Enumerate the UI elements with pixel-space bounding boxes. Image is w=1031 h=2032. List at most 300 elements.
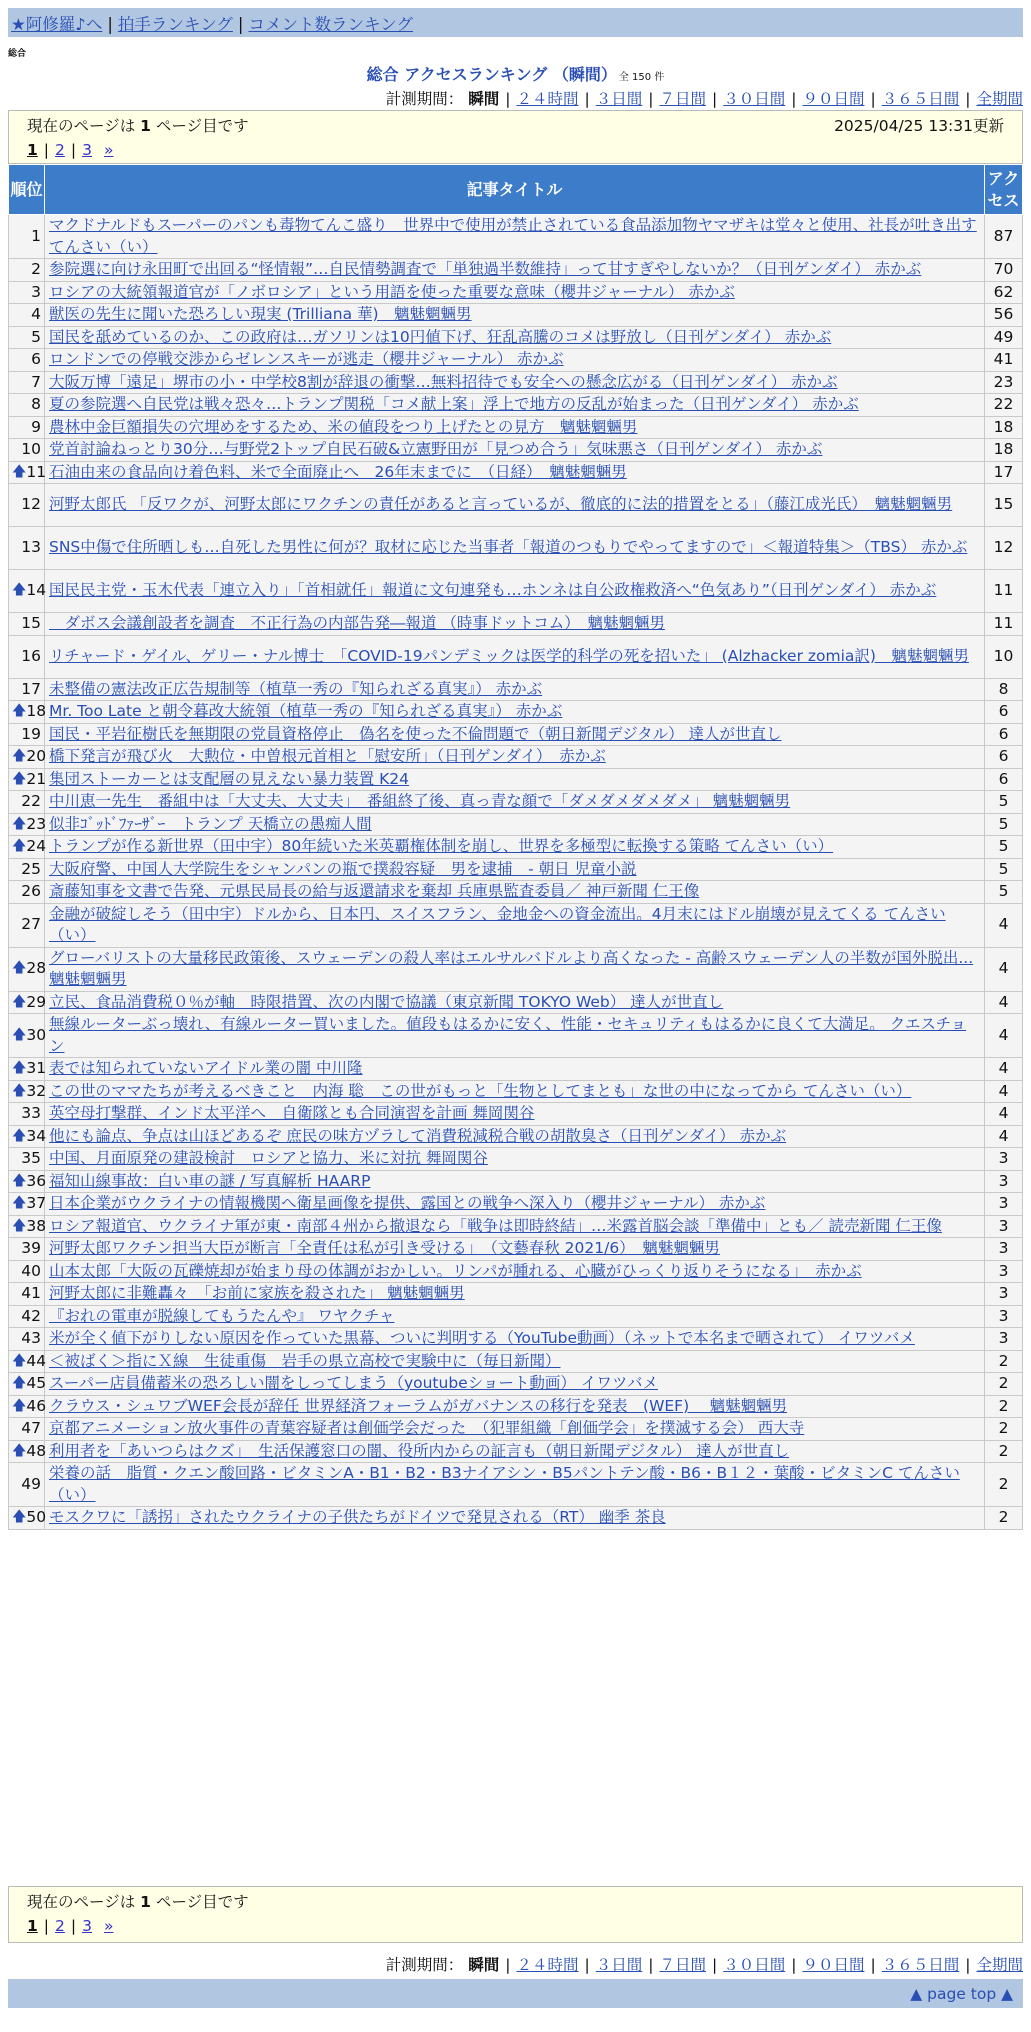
title-cell [45, 326, 985, 349]
rank-number: 20 [26, 747, 47, 765]
access-count: 41 [985, 349, 1023, 372]
period-link-365d[interactable]: ３６５日間 [881, 90, 960, 108]
title-cell [45, 1058, 985, 1081]
access-count: 3 [985, 1238, 1023, 1261]
table-row [9, 881, 1023, 904]
period-separator: | [791, 1956, 797, 1974]
total-count: 全 150 件 [618, 72, 665, 83]
rank-cell [9, 570, 45, 613]
access-count: 6 [985, 723, 1023, 746]
rank-up-arrow-icon: 🡅 [12, 1375, 27, 1391]
access-count: 4 [985, 903, 1023, 947]
rank-up-arrow-icon: 🡅 [12, 1195, 27, 1211]
article-title-link[interactable]: グローバリストの大量移民政策後、スウェーデンの殺人率はエルサルバドルより高くなった - 高齢スウェーデン人の半数が国外脱出... 魑魅魍魎男 [49, 948, 974, 988]
period-separator: | [870, 90, 876, 108]
rank-number: 31 [26, 1059, 47, 1077]
article-title-link[interactable]: 福知山線事故：白い車の謎 / 写真解析 HAARP [49, 1171, 371, 1190]
title-cell [45, 1507, 985, 1530]
header-rank: 順位 [9, 165, 45, 215]
table-row [9, 215, 1023, 259]
page-link-2[interactable]: 2 [55, 1917, 65, 1935]
rank-number: 35 [21, 1149, 41, 1167]
access-count: 6 [985, 746, 1023, 769]
rank-cell [9, 903, 45, 947]
rank-up-arrow-icon: 🡅 [12, 960, 27, 977]
table-row [9, 1440, 1023, 1463]
access-count: 2 [985, 1507, 1023, 1530]
table-row [9, 394, 1023, 417]
table-row [9, 836, 1023, 859]
article-title-link[interactable]: 国民を舐めているのか、この政府は…ガソリンは10円値下げ、狂乱高騰のコメは野放し（日刊ゲンダイ） 赤かぶ [49, 327, 832, 346]
title-cell [45, 1080, 985, 1103]
access-count: 62 [985, 281, 1023, 304]
rank-cell [9, 371, 45, 394]
access-count: 2 [985, 1373, 1023, 1396]
article-title-link[interactable]: 未整備の憲法改正広告規制等（植草一秀の『知られざる真実』） 赤かぶ [49, 679, 543, 698]
article-title-link[interactable]: 石油由来の食品向け着色料、米で全面廃止へ 26年末までに （日経） 魑魅魍魎男 [49, 462, 627, 481]
period-label: 計測期間： [385, 90, 464, 108]
article-title-link[interactable]: 国民民主党・玉木代表「連立入り」「首相就任」報道に文句連発も…ホンネは自公政権救済へ“色気あり”（日刊ゲンダイ） 赤かぶ [49, 581, 937, 600]
title-cell [45, 947, 985, 991]
period-separator: | [965, 1956, 971, 1974]
title-cell [45, 1014, 985, 1058]
rank-cell [9, 1328, 45, 1351]
period-separator: | [584, 90, 590, 108]
rank-cell [9, 1170, 45, 1193]
access-count: 3 [985, 1170, 1023, 1193]
rank-number: 49 [21, 1474, 41, 1493]
title-cell [45, 1125, 985, 1148]
access-count: 3 [985, 1193, 1023, 1216]
period-link-all[interactable]: 全期間 [976, 90, 1023, 108]
rank-cell [9, 416, 45, 439]
article-title-link[interactable]: 中川恵一先生 番組中は「大丈夫、大丈夫」 番組終了後、真っ青な顔で「ダメダメダメダメ」 魑魅魍魎男 [49, 792, 791, 810]
article-title-link[interactable]: 利用者を「あいつらはクズ」 生活保護窓口の闇、役所内からの証言も（朝日新聞デジタル） 達人が世直し [49, 1441, 790, 1460]
title-cell [45, 281, 985, 304]
title-cell [45, 1305, 985, 1328]
period-link-90d[interactable]: ９０日間 [802, 90, 865, 108]
access-count: 10 [985, 635, 1023, 678]
home-link[interactable]: ★阿修羅♪へ [11, 15, 103, 34]
table-row [9, 746, 1023, 769]
rank-number: 13 [21, 538, 41, 557]
rank-number: 32 [26, 1081, 47, 1100]
period-current: 瞬間 [468, 1956, 500, 1974]
access-count: 5 [985, 813, 1023, 836]
pagination: 1 | 2 | 3 » [27, 1917, 114, 1935]
table-row [9, 1305, 1023, 1328]
period-separator: | [505, 90, 511, 108]
rank-number: 29 [26, 992, 47, 1011]
access-count: 3 [985, 1305, 1023, 1328]
article-title-link[interactable]: マクドナルドもスーパーのパンも毒物てんこ盛り 世界中で使用が禁止されている食品添加物ヤマザキは堂々と使用、社長が吐き出す てんさい（い） [49, 216, 977, 256]
period-link-30d[interactable]: ３０日間 [723, 90, 786, 108]
rank-number: 19 [21, 724, 41, 743]
page-next-link[interactable]: » [104, 1917, 114, 1935]
access-count: 87 [985, 215, 1023, 259]
title-cell [45, 1238, 985, 1261]
title-cell [45, 1395, 985, 1418]
article-title-link[interactable]: この世のママたちが考えるべきこと 内海 聡 この世がもっと「生物としてまとも」な世の中になってから てんさい（い） [49, 1081, 912, 1100]
table-row [9, 416, 1023, 439]
table-row [9, 439, 1023, 462]
category-label: 総合 [8, 49, 27, 59]
rank-cell [9, 1418, 45, 1441]
access-count: 2 [985, 1395, 1023, 1418]
clap-ranking-link[interactable]: 拍手ランキング [117, 15, 233, 34]
table-row [9, 570, 1023, 613]
table-row [9, 1395, 1023, 1418]
rank-number: 44 [26, 1351, 47, 1370]
article-title-link[interactable]: モスクワに「誘拐」されたウクライナの子供たちがドイツで発見される（RT） 幽季 茶良 [49, 1508, 666, 1526]
rank-number: 37 [26, 1194, 47, 1212]
rank-number: 3 [31, 282, 41, 301]
title-cell [45, 813, 985, 836]
rank-cell [9, 1305, 45, 1328]
page-next-link[interactable]: » [104, 141, 114, 159]
page-link-2[interactable]: 2 [55, 141, 65, 159]
rank-number: 12 [21, 495, 41, 514]
access-count: 18 [985, 439, 1023, 462]
rank-number: 38 [26, 1216, 47, 1235]
article-title-link[interactable]: Mr. Too Late と朝令暮改大統領（植草一秀の『知られざる真実』） 赤かぶ [49, 702, 563, 720]
rank-cell [9, 1014, 45, 1058]
rank-cell [9, 768, 45, 791]
title-cell [45, 1440, 985, 1463]
rank-number: 40 [21, 1261, 41, 1280]
rank-number: 24 [26, 837, 47, 855]
rank-cell [9, 1260, 45, 1283]
access-count: 3 [985, 1260, 1023, 1283]
table-row [9, 723, 1023, 746]
rank-cell [9, 1395, 45, 1418]
article-title-link[interactable]: 獣医の先生に聞いた恐ろしい現実 (Trilliana 華) 魑魅魍魎男 [49, 305, 472, 323]
article-title-link[interactable]: 河野太郎ワクチン担当大臣が断言「全責任は私が引き受ける」 （文藝春秋 2021/6） 魑魅魍魎男 [49, 1239, 720, 1257]
table-row [9, 1215, 1023, 1238]
article-title-link[interactable]: 表では知られていないアイドル業の闇 中川隆 [49, 1059, 363, 1077]
title-cell [45, 1148, 985, 1171]
rank-up-arrow-icon: 🡅 [12, 1509, 27, 1525]
article-title-link[interactable]: ロシアの大統領報道官が「ノボロシア」という用語を使った重要な意味（櫻井ジャーナル） 赤かぶ [49, 282, 735, 301]
period-link-365d[interactable]: ３６５日間 [881, 1956, 960, 1974]
period-separator: | [584, 1956, 590, 1974]
access-count: 2 [985, 1463, 1023, 1507]
title-cell [45, 527, 985, 570]
rank-cell [9, 326, 45, 349]
page-info-bottom [8, 1886, 1023, 1943]
rank-cell [9, 484, 45, 527]
rank-cell [9, 394, 45, 417]
rank-cell [9, 1283, 45, 1306]
table-row [9, 947, 1023, 991]
page-link-3[interactable]: 3 [82, 1917, 93, 1935]
table-row [9, 1193, 1023, 1216]
article-title-link[interactable]: ロシア報道官、ウクライナ軍が東・南部４州から撤退なら「戦争は即時終結」…米露首脳会談「準備中」とも／ 読売新聞 仁王像 [49, 1216, 942, 1235]
title-cell [45, 723, 985, 746]
title-cell [45, 349, 985, 372]
table-row [9, 813, 1023, 836]
table-row [9, 768, 1023, 791]
table-row [9, 326, 1023, 349]
rank-number: 22 [21, 792, 41, 810]
rank-up-arrow-icon: 🡅 [12, 815, 27, 832]
rank-number: 28 [26, 959, 47, 978]
access-count: 4 [985, 947, 1023, 991]
comment-ranking-link[interactable]: コメント数ランキング [248, 15, 413, 34]
table-row [9, 1103, 1023, 1126]
rank-number: 8 [31, 395, 41, 413]
table-row [9, 858, 1023, 881]
rank-cell [9, 1440, 45, 1463]
period-link-3d[interactable]: ３日間 [595, 1956, 643, 1974]
table-row [9, 349, 1023, 372]
page-link-3[interactable]: 3 [82, 141, 93, 159]
rank-up-arrow-icon: 🡅 [12, 1442, 27, 1459]
rank-up-arrow-icon: 🡅 [12, 582, 27, 599]
rank-up-arrow-icon: 🡅 [12, 838, 27, 854]
rank-number: 14 [26, 581, 47, 600]
rank-number: 2 [31, 260, 41, 278]
rank-number: 16 [21, 646, 41, 665]
access-count: 4 [985, 1103, 1023, 1126]
title-cell [45, 1373, 985, 1396]
rank-cell [9, 439, 45, 462]
title-cell [45, 304, 985, 327]
period-separator: | [648, 90, 654, 108]
rank-number: 30 [26, 1025, 47, 1044]
rank-number: 34 [26, 1126, 47, 1145]
article-title-link[interactable]: 金融が破綻しそう（田中宇）ドルから、日本円、スイスフラン、金地金への資金流出。4月末にはドル崩壊が見えてくる てんさい（い） [49, 904, 946, 944]
access-count: 56 [985, 304, 1023, 327]
access-count: 4 [985, 1014, 1023, 1058]
title-cell [45, 484, 985, 527]
rank-cell [9, 215, 45, 259]
rank-cell [9, 635, 45, 678]
page-title: 総合 アクセスランキング （瞬間） [366, 65, 617, 84]
article-title-link[interactable]: 参院選に向け永田町で出回る“怪情報”…自民情勢調査で「単独過半数維持」って甘すぎやしないか？（日刊ゲンダイ） 赤かぶ [49, 260, 922, 278]
rank-cell [9, 527, 45, 570]
table-row [9, 635, 1023, 678]
title-cell [45, 613, 985, 636]
access-count: 18 [985, 416, 1023, 439]
rank-cell [9, 746, 45, 769]
access-count: 15 [985, 484, 1023, 527]
table-row [9, 304, 1023, 327]
title-cell [45, 461, 985, 484]
access-count: 8 [985, 678, 1023, 701]
period-link-24h[interactable]: ２４時間 [516, 1956, 579, 1974]
table-row [9, 1328, 1023, 1351]
title-cell [45, 1418, 985, 1441]
table-row [9, 1463, 1023, 1507]
title-cell [45, 1283, 985, 1306]
rank-cell [9, 281, 45, 304]
article-title-link[interactable]: 栄養の話 脂質・クエン酸回路・ビタミンA・B1・B2・B3ナイアシン・B5パントテン酸・B6・B１２・葉酸・ビタミンC てんさい（い） [49, 1464, 960, 1504]
article-title-link[interactable]: 立民、食品消費税０％が軸 時限措置、次の内閣で協議（東京新聞 TOKYO Web） 達人が世直し [49, 992, 724, 1011]
access-count: 5 [985, 836, 1023, 859]
table-row [9, 1373, 1023, 1396]
access-count: 5 [985, 881, 1023, 904]
article-title-link[interactable]: SNS中傷で住所晒しも…自死した男性に何が？取材に応じた当事者「報道のつもりでやってますので」＜報道特集＞（TBS） 赤かぶ [49, 538, 968, 557]
article-title-link[interactable]: 農林中金巨額損失の穴埋めをするため、米の値段をつり上げたとの見方 魑魅魍魎男 [49, 417, 638, 436]
article-title-link[interactable]: 『おれの電車が脱線してもうたんや』 ワヤクチャ [49, 1306, 395, 1325]
period-link-30d[interactable]: ３０日間 [723, 1956, 786, 1974]
title-cell [45, 791, 985, 814]
rank-number: 21 [26, 769, 47, 788]
rank-number: 48 [26, 1441, 47, 1460]
table-row [9, 1418, 1023, 1441]
access-count: 49 [985, 326, 1023, 349]
article-title-link[interactable]: 国民・平岩征樹氏を無期限の党員資格停止 偽名を使った不倫問題で（朝日新聞デジタル） 達人が世直し [49, 724, 782, 743]
rank-number: 9 [31, 417, 41, 436]
article-title-link[interactable]: 夏の参院選へ自民党は戦々恐々…トランプ関税「コメ献上案」浮上で地方の反乱が始まった（日刊ゲンダイ） 赤かぶ [49, 395, 859, 413]
top-nav-bar [8, 8, 1023, 37]
access-count: 2 [985, 1440, 1023, 1463]
rank-cell [9, 613, 45, 636]
title-cell [45, 371, 985, 394]
table-row [9, 1283, 1023, 1306]
rank-up-arrow-icon: 🡅 [12, 770, 27, 787]
period-separator: | [965, 90, 971, 108]
period-link-90d[interactable]: ９０日間 [802, 1956, 865, 1974]
title-cell [45, 1350, 985, 1373]
rank-cell [9, 1148, 45, 1171]
page-top-link[interactable]: ▲ page top ▲ [910, 1985, 1013, 2003]
rank-up-arrow-icon: 🡅 [12, 1082, 27, 1099]
table-row [9, 991, 1023, 1014]
table-row [9, 1507, 1023, 1530]
title-cell [45, 394, 985, 417]
updated-time: 2025/04/25 13:31更新 [834, 116, 1004, 135]
article-title-link[interactable]: ＜被ばく＞指にＸ線 生徒重傷 岩手の県立高校で実験中に（毎日新聞） [49, 1351, 561, 1370]
rank-number: 33 [21, 1104, 41, 1122]
title-cell [45, 746, 985, 769]
rank-number: 42 [21, 1306, 41, 1325]
article-title-link[interactable]: トランプが作る新世界（田中宇）80年続いた米英覇権体制を崩し、世界を多極型に転換する策略 てんさい（い） [49, 837, 834, 855]
rank-cell [9, 701, 45, 724]
article-title-link[interactable]: リチャード・ゲイル、ゲリー・ナル博士 「COVID-19パンデミックは医学的科学の死を招いた」 (Alzhacker zomia訳) 魑魅魍魎男 [49, 646, 969, 665]
article-title-link[interactable]: ロンドンでの停戦交渉からゼレンスキーが逃走（櫻井ジャーナル） 赤かぶ [49, 350, 564, 368]
rank-cell [9, 1215, 45, 1238]
article-title-link[interactable]: 橋下発言が飛び火 大勲位・中曽根元首相と「慰安所」（日刊ゲンダイ） 赤かぶ [49, 747, 606, 765]
title-cell [45, 991, 985, 1014]
rank-cell [9, 813, 45, 836]
nav-separator: | [237, 15, 244, 34]
access-count: 3 [985, 1148, 1023, 1171]
access-count: 22 [985, 394, 1023, 417]
article-title-link[interactable]: 集団ストーカーとは支配層の見えない暴力装置 K24 [49, 769, 410, 788]
rank-number: 7 [31, 372, 41, 391]
article-title-link[interactable]: 京都アニメーション放火事件の青葉容疑者は創価学会だった （犯罪組織「創価学会」を撲滅する会） 西大寺 [49, 1419, 805, 1437]
period-link-all[interactable]: 全期間 [976, 1956, 1023, 1974]
article-title-link[interactable]: 山本太郎「大阪の瓦礫焼却が始まり母の体調がおかしい。リンパが腫れる、心臓がひっくり返りそうになる」 赤かぶ [49, 1261, 862, 1280]
article-title-link[interactable]: ダボス会議創設者を調査 不正行為の内部告発―報道 （時事ドットコム） 魑魅魍魎男 [49, 614, 665, 632]
table-row [9, 527, 1023, 570]
header-access: アクセス [985, 165, 1023, 215]
rank-cell [9, 1463, 45, 1507]
table-row [9, 1125, 1023, 1148]
article-title-link[interactable]: 中国、月面原発の建設検討 ロシアと協力、米に対抗 舞岡関谷 [49, 1149, 488, 1167]
period-separator: | [648, 1956, 654, 1974]
article-title-link[interactable]: 他にも論点、争点は山ほどあるぞ 庶民の味方ヅラして消費税減税合戦の胡散臭さ（日刊ゲンダイ） 赤かぶ [49, 1126, 787, 1145]
rank-up-arrow-icon: 🡅 [12, 1172, 27, 1189]
table-row [9, 484, 1023, 527]
access-count: 12 [985, 527, 1023, 570]
rank-cell [9, 349, 45, 372]
access-count: 6 [985, 701, 1023, 724]
rank-up-arrow-icon: 🡅 [12, 1060, 27, 1076]
article-title-link[interactable]: 河野太郎氏 「反ワクが、河野太郎にワクチンの責任があると言っているが、徹底的に法的措置をとる」（藤江成光氏） 魑魅魍魎男 [49, 495, 953, 514]
access-count: 3 [985, 1283, 1023, 1306]
article-title-link[interactable]: 英空母打撃群、インド太平洋へ 自衛隊とも合同演習を計画 舞岡関谷 [49, 1104, 535, 1122]
article-title-link[interactable]: スーパー店員備蓄米の恐ろしい闇をしってしまう（youtubeショート動画） イワツバメ [49, 1374, 659, 1392]
article-title-link[interactable]: 米が全く値下がりしない原因を作っていた黒幕、ついに判明する（YouTube動画）（ネットで本名まで晒されて） イワツバメ [49, 1329, 915, 1347]
title-cell [45, 881, 985, 904]
access-count: 70 [985, 259, 1023, 282]
period-link-7d[interactable]: ７日間 [659, 90, 706, 108]
article-title-link[interactable]: 斎藤知事を文書で告発、元県民局長の給与返還請求を棄却 兵庫県監査委員／ 神戸新聞 仁王像 [49, 882, 700, 900]
access-count: 5 [985, 791, 1023, 814]
rank-cell [9, 1125, 45, 1148]
rank-cell [9, 836, 45, 859]
access-count: 6 [985, 768, 1023, 791]
title-cell [45, 1463, 985, 1507]
title-cell [45, 768, 985, 791]
rank-number: 46 [26, 1396, 47, 1415]
article-title-link[interactable]: 党首討論ねっとり30分…与野党2トップ自民石破&立憲野田が「見つめ合う」気味悪さ（日刊ゲンダイ） 赤かぶ [49, 440, 823, 458]
access-count: 11 [985, 570, 1023, 613]
article-title-link[interactable]: 無線ルーターぶっ壊れ、有線ルーター買いました。値段もはるかに安く、性能・セキュリティもはるかに良くて大満足。 クエスチョン [49, 1015, 967, 1055]
rank-cell [9, 858, 45, 881]
access-count: 4 [985, 991, 1023, 1014]
current-page-text: 現在のページは 1 ページ目です [27, 1892, 249, 1911]
rank-up-arrow-icon: 🡅 [12, 1217, 27, 1234]
rank-number: 17 [21, 679, 41, 698]
rank-up-arrow-icon: 🡅 [12, 1397, 27, 1414]
rank-up-arrow-icon: 🡅 [12, 1352, 27, 1369]
article-title-link[interactable]: 日本企業がウクライナの情報機関へ衛星画像を提供、露国との戦争へ深入り（櫻井ジャーナル） 赤かぶ [49, 1194, 766, 1212]
title-cell [45, 858, 985, 881]
period-link-3d[interactable]: ３日間 [595, 90, 643, 108]
title-cell [45, 678, 985, 701]
rank-number: 1 [31, 226, 41, 245]
period-selector-top [386, 87, 1023, 109]
period-link-24h[interactable]: ２４時間 [516, 90, 579, 108]
article-title-link[interactable]: 河野太郎に非難轟々 「お前に家族を殺された」 魑魅魍魎男 [49, 1284, 465, 1302]
rank-cell [9, 1373, 45, 1396]
article-title-link[interactable]: 大阪府警、中国人大学院生をシャンパンの瓶で撲殺容疑 男を逮捕 - 朝日 児童小説 [49, 859, 637, 878]
table-row [9, 903, 1023, 947]
period-separator: | [870, 1956, 876, 1974]
article-title-link[interactable]: 似非ｺﾞｯﾄﾞﾌｧｰｻﾞｰ トランプ 天橋立の愚痴人間 [49, 814, 372, 833]
rank-number: 4 [31, 305, 41, 323]
table-row [9, 461, 1023, 484]
rank-cell [9, 1350, 45, 1373]
table-row [9, 1260, 1023, 1283]
rank-cell [9, 1058, 45, 1081]
period-current: 瞬間 [468, 90, 500, 108]
rank-cell [9, 1507, 45, 1530]
table-row [9, 1058, 1023, 1081]
access-count: 3 [985, 1328, 1023, 1351]
rank-number: 45 [26, 1374, 47, 1392]
header-title: 記事タイトル [45, 165, 985, 215]
table-row [9, 701, 1023, 724]
article-title-link[interactable]: クラウス・シュワブWEF会長が辞任 世界経済フォーラムがガバナンスの移行を発表 (WEF) 魑魅魍魎男 [49, 1396, 788, 1415]
period-link-7d[interactable]: ７日間 [659, 1956, 706, 1974]
table-row [9, 791, 1023, 814]
article-title-link[interactable]: 大阪万博「遠足」堺市の小・中学校8割が辞退の衝撃…無料招待でも安全への懸念広がる（日刊ゲンダイ） 赤かぶ [49, 372, 838, 391]
